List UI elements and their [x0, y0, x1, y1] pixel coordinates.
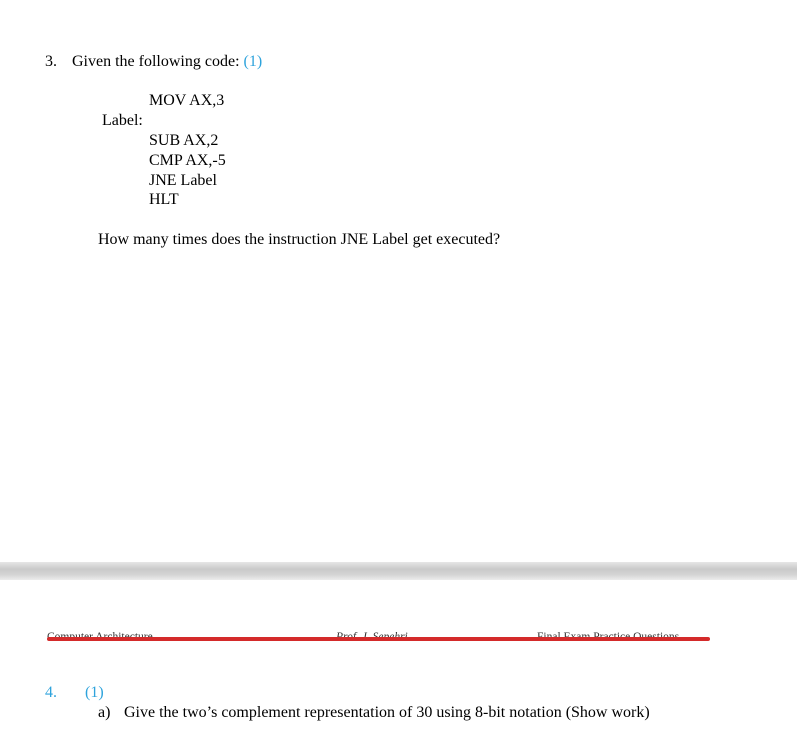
question-3-prompt	[72, 52, 262, 71]
page-separator	[0, 562, 797, 580]
code-label: Label:	[102, 112, 143, 129]
question-3-prompt-text: Given the following code:	[72, 53, 240, 70]
question-4-number: 4.	[45, 684, 57, 701]
question-4a-letter: a)	[98, 704, 111, 721]
code-line-mov: MOV AX,3	[149, 92, 225, 109]
question-4a-text: Give the two’s complement representation of 30 using 8-bit notation (Show work)	[124, 704, 650, 721]
code-line-jne: JNE Label	[149, 172, 217, 189]
question-4-points: (1)	[85, 684, 104, 701]
question-3-points: (1)	[243, 53, 263, 70]
question-3-text: How many times does the instruction JNE Label get executed?	[98, 231, 501, 248]
code-line-sub: SUB AX,2	[149, 132, 219, 149]
code-line-hlt: HLT	[149, 191, 179, 208]
question-3-number: 3.	[45, 53, 57, 70]
footer-strike-line	[47, 637, 710, 641]
code-line-cmp: CMP AX,-5	[149, 152, 226, 169]
